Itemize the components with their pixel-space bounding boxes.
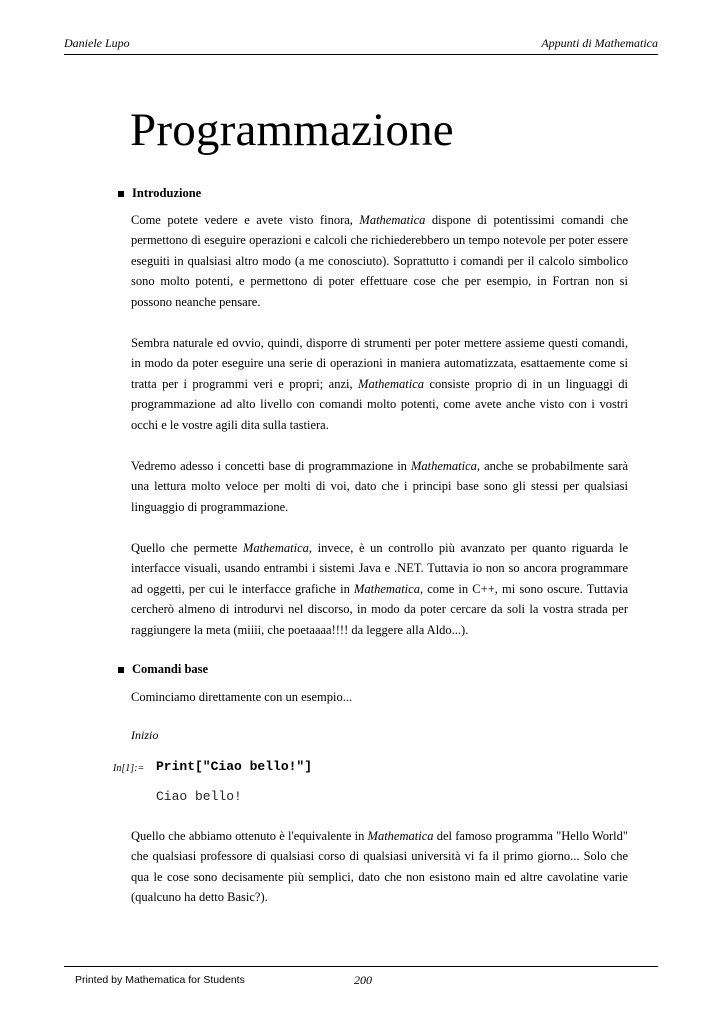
output-cell: Ciao bello! (156, 789, 242, 804)
text-span: , anche se probabilmente sarà una lettura molto veloce per molti di voi, dato che i principi base sono gli stessi per qualsiasi linguaggio di programmazione. (131, 459, 628, 514)
intro-paragraph-3 (131, 456, 628, 517)
text-emphasis: Mathematica (410, 459, 477, 473)
chapter-title: Programmazione (130, 104, 454, 156)
text-span: consiste proprio di in un linguaggi di programmazione ad alto livello con comandi molto potenti, come avete anche visto con i vostri occhi e le vostre agili dita sulla tastiera. (131, 376, 628, 432)
bullet-square-icon (118, 667, 124, 673)
text-emphasis: Mathematica (358, 376, 425, 391)
text-emphasis: Mathematica (353, 581, 420, 596)
text-span: Sembra naturale ed ovvio, quindi, disporre di strumenti per poter mettere assieme questi comandi, in modo da poter eseguire una serie di operazioni in maniera automatizzata, esattaemente come si tratta per i programmi veri e propri; anzi, (131, 336, 628, 391)
header-book-title: Appunti di Mathematica (541, 36, 658, 50)
text-span: Quello che abbiamo ottenuto è l'equivalente in (131, 829, 368, 843)
intro-paragraph-4 (131, 538, 628, 640)
text-emphasis: Mathematica (359, 213, 426, 227)
comandi-paragraph-2 (131, 826, 628, 908)
cell-group-label: Inizio (131, 728, 159, 742)
section-heading-label: Comandi base (132, 662, 209, 676)
section-heading-comandi-base (118, 662, 208, 677)
page-number: 200 (354, 973, 372, 987)
text-span: Vedremo adesso i concetti base di programmazione in (131, 459, 411, 473)
section-heading-introduzione (118, 186, 201, 201)
header-author: Daniele Lupo (64, 36, 130, 50)
page-footer (64, 966, 658, 997)
text-span: del famoso programma "Hello World" che qualsiasi professore di qualsiasi corso di qualsiasi università vi fa il primo giorno... Solo che qua le cose sono decisamente più semplici, dato che non esistono main ed altre cavolatine varie (qualcuno ha detto Basic?). (131, 829, 628, 905)
section-heading-label: Introduzione (132, 186, 202, 200)
intro-paragraph-1 (131, 210, 628, 312)
input-cell-code[interactable]: Print["Ciao bello!"] (156, 759, 313, 774)
text-span: Come potete vedere e avete visto finora, (131, 213, 360, 227)
text-emphasis: Mathematica (367, 829, 434, 843)
intro-paragraph-2 (131, 333, 628, 435)
text-span: , invece, è un controllo più avanzato per quanto riguarda le interfacce visuali, usando entrambi i sistemi Java e .NET. Tuttavia io non so ancora programmare ad oggetti, per cui le interfacce grafiche in (131, 541, 628, 596)
comandi-paragraph-1: Cominciamo direttamente con un esempio... (131, 690, 353, 704)
text-span: , come in C++, mi sono oscure. Tuttavia cercherò almeno di introdurvi nel discorso, in modo da poter cercare da soli la vostra strada per raggiungere la meta (miiii, che poetaaaa!!!! da leggere alla Aldo...). (131, 581, 628, 637)
page-header (64, 36, 658, 55)
text-emphasis: Mathematica (242, 541, 309, 555)
text-span: dispone di potentissimi comandi che permettono di eseguire operazioni e calcoli che richiederebbero un tempo notevole per poter essere eseguiti in qualsiasi altro modo (a me conosciuto). Soprattutto i comandi per il calcolo simbolico sono molto potenti, e permettono di poter effettuare cose che per esempio, in Fortran non si possono neanche pensare. (131, 213, 628, 309)
input-cell-label: In[1]:= (113, 763, 145, 774)
text-span: Quello che permette (131, 541, 243, 555)
footer-printed-by: Printed by Mathematica for Students (75, 974, 245, 986)
bullet-square-icon (118, 191, 124, 197)
